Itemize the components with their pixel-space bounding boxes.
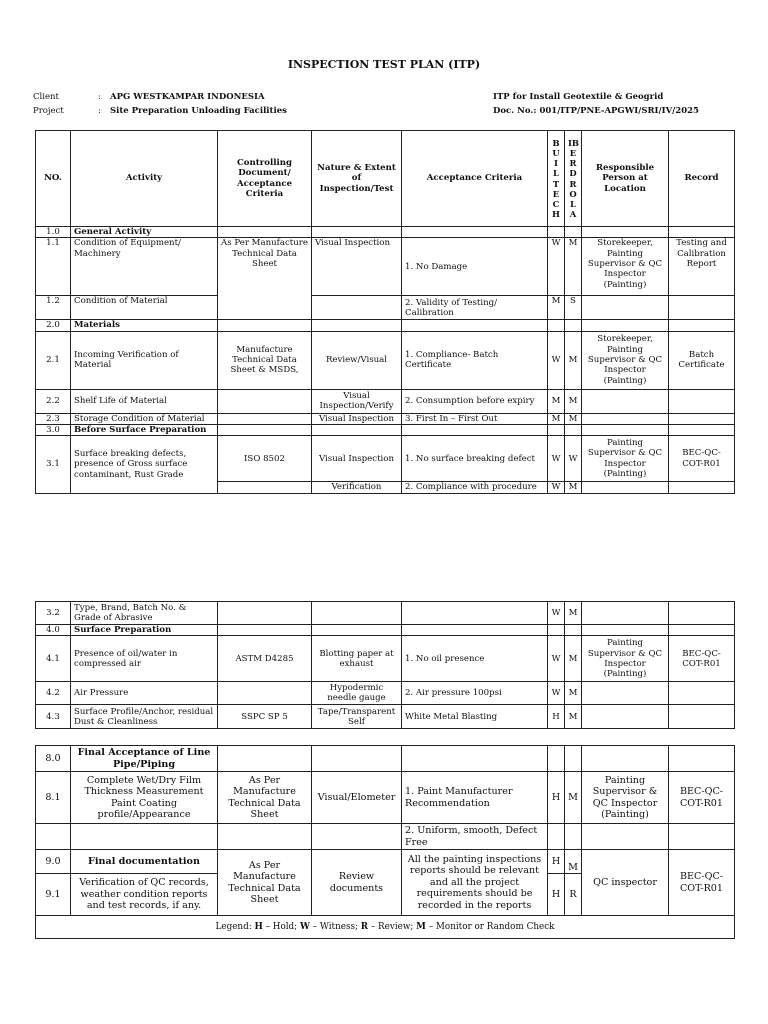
row-activity: Condition of Equipment/ Machinery <box>71 238 218 296</box>
legend-label: Legend: <box>215 921 252 932</box>
row-no: 9.1 <box>36 874 71 916</box>
row-nature: Verification <box>312 482 402 493</box>
row-record: BEC-QC-COT-R01 <box>669 636 735 682</box>
row-iberdrola-code: M <box>565 413 582 424</box>
legend-code: M <box>416 921 426 932</box>
row-builtech-code: W <box>548 436 565 482</box>
row-builtech-code: M <box>548 413 565 424</box>
row-responsible: QC inspector <box>582 850 669 916</box>
legend-row <box>36 916 735 939</box>
row-builtech-code: W <box>548 682 565 705</box>
row-no: 4.1 <box>36 636 71 682</box>
row-controlling-document: As Per Manufacture Technical Data Sheet <box>218 238 312 320</box>
table-row <box>36 746 735 772</box>
project-label: Project <box>33 106 64 116</box>
client-label: Client <box>33 92 59 102</box>
iberdrola-letter: E <box>569 148 577 159</box>
row-activity: Type, Brand, Batch No. & Grade of Abrasive <box>71 602 218 625</box>
header-builtech <box>548 131 565 227</box>
row-record: Testing and Calibration Report <box>669 238 735 296</box>
row-builtech-code: W <box>548 331 565 389</box>
table-row <box>36 850 735 874</box>
row-no: 2.1 <box>36 331 71 389</box>
table-row <box>36 227 735 238</box>
project-colon: : <box>98 106 101 116</box>
legend-text: – Hold; <box>262 921 298 932</box>
header-row <box>36 131 735 227</box>
builtech-letter: U <box>552 148 560 159</box>
row-controlling-document: ISO 8502 <box>218 436 312 482</box>
row-criteria: 1. No oil presence <box>402 636 548 682</box>
row-activity: Incoming Verification of Material <box>71 331 218 389</box>
row-controlling-document: ASTM D4285 <box>218 636 312 682</box>
row-record: BEC-QC-COT-R01 <box>669 772 735 824</box>
row-nature: Visual Inspection <box>312 413 402 424</box>
row-iberdrola-code: M <box>565 772 582 824</box>
row-iberdrola-code: M <box>565 482 582 493</box>
row-criteria: 1. No Damage <box>402 238 548 296</box>
builtech-letter: I <box>554 158 558 169</box>
iberdrola-letter: R <box>569 178 577 189</box>
row-criteria: 2. Consumption before expiry <box>402 389 548 413</box>
row-iberdrola-code: M <box>565 636 582 682</box>
header-acceptance-criteria: Acceptance Criteria <box>402 131 548 227</box>
row-no: 1.0 <box>36 227 71 238</box>
row-builtech-code: W <box>548 636 565 682</box>
row-criteria: 1. Paint Manufacturer Recommendation <box>402 772 548 824</box>
row-builtech-code: H <box>548 850 565 874</box>
row-responsible: Painting Supervisor & QC Inspector (Painting) <box>582 636 669 682</box>
row-builtech-code: W <box>548 238 565 296</box>
row-record: Batch Certificate <box>669 331 735 389</box>
iberdrola-letter: L <box>570 198 576 209</box>
legend-text: – Review; <box>368 921 414 932</box>
table-row <box>36 682 735 705</box>
row-no: 2.0 <box>36 320 71 331</box>
row-iberdrola-code: M <box>565 389 582 413</box>
table-row <box>36 331 735 389</box>
row-iberdrola-code: R <box>565 874 582 916</box>
row-no: 9.0 <box>36 850 71 874</box>
header-nature-extent: Nature & Extent of Inspection/Test <box>312 131 402 227</box>
row-nature: Hypodermic needle gauge <box>312 682 402 705</box>
row-controlling-document: As Per Manufacture Technical Data Sheet <box>218 850 312 916</box>
table-row <box>36 413 735 424</box>
row-nature: Blotting paper at exhaust <box>312 636 402 682</box>
row-no: 4.2 <box>36 682 71 705</box>
row-responsible: Storekeeper, Painting Supervisor & QC Inspector (Painting) <box>582 238 669 296</box>
row-builtech-code: H <box>548 772 565 824</box>
row-iberdrola-code: M <box>565 682 582 705</box>
row-activity: Condition of Material <box>71 296 218 320</box>
row-nature: Review/Visual <box>312 331 402 389</box>
table-row <box>36 389 735 413</box>
row-builtech-code: W <box>548 602 565 625</box>
table-row <box>36 296 735 320</box>
row-responsible: Painting Supervisor & QC Inspector (Painting) <box>582 772 669 824</box>
header-iberdrola <box>565 131 582 227</box>
row-no: 3.2 <box>36 602 71 625</box>
row-builtech-code: H <box>548 705 565 729</box>
row-criteria: 1. Compliance- Batch Certificate <box>402 331 548 389</box>
row-criteria: 2. Uniform, smooth, Defect Free <box>402 824 548 850</box>
row-no: 2.3 <box>36 413 71 424</box>
legend-code: H <box>254 921 263 932</box>
iberdrola-letter: D <box>569 168 577 179</box>
row-iberdrola-code: M <box>565 238 582 296</box>
row-activity: Storage Condition of Material <box>71 413 218 424</box>
header-no: NO. <box>36 131 71 227</box>
row-activity: Shelf Life of Material <box>71 389 218 413</box>
row-criteria: 2. Validity of Testing/ Calibration <box>402 296 548 320</box>
row-responsible: Storekeeper, Painting Supervisor & QC Inspector (Painting) <box>582 331 669 389</box>
table-row <box>36 238 735 296</box>
page-title: INSPECTION TEST PLAN (ITP) <box>287 58 481 71</box>
table-row <box>36 705 735 729</box>
builtech-letter: L <box>553 168 559 179</box>
row-activity: Presence of oil/water in compressed air <box>71 636 218 682</box>
row-no: 3.0 <box>36 424 71 435</box>
iberdrola-letter: IB <box>568 138 579 149</box>
row-builtech-code: H <box>548 874 565 916</box>
row-activity: Complete Wet/Dry Film Thickness Measurement Paint Coating profile/Appearance <box>71 772 218 824</box>
builtech-letter: B <box>552 138 560 149</box>
row-criteria: 2. Air pressure 100psi <box>402 682 548 705</box>
row-no: 8.1 <box>36 772 71 824</box>
row-nature: Visual/Elometer <box>312 772 402 824</box>
row-criteria: White Metal Blasting <box>402 705 548 729</box>
row-iberdrola-code: M <box>565 331 582 389</box>
table-row <box>36 320 735 331</box>
row-no: 4.3 <box>36 705 71 729</box>
itp-table-2 <box>35 601 735 729</box>
itp-for: ITP for Install Geotextile & Geogrid <box>493 92 664 102</box>
row-controlling-document: SSPC SP 5 <box>218 705 312 729</box>
row-nature: Review documents <box>312 850 402 916</box>
row-activity: Surface breaking defects, presence of Gross surface contaminant, Rust Grade <box>71 436 218 493</box>
row-criteria: 2. Compliance with procedure <box>402 482 548 493</box>
row-criteria: 3. First In – First Out <box>402 413 548 424</box>
legend-code: R <box>360 921 369 932</box>
builtech-letter: C <box>552 198 560 209</box>
legend-text: – Monitor or Random Check <box>425 921 555 932</box>
row-criteria: All the painting inspections reports should be relevant and all the project requirements should be recorded in the reports <box>402 850 548 916</box>
row-criteria: 1. No surface breaking defect <box>402 436 548 482</box>
table-row <box>36 772 735 824</box>
row-responsible: Painting Supervisor & QC Inspector (Painting) <box>582 436 669 482</box>
section-heading: Surface Preparation <box>71 625 218 636</box>
row-nature: Visual Inspection <box>312 436 402 482</box>
row-activity: Air Pressure <box>71 682 218 705</box>
row-record: BEC-QC-COT-R01 <box>669 436 735 482</box>
client-value: APG WESTKAMPAR INDONESIA <box>110 92 265 102</box>
table-row <box>36 636 735 682</box>
row-builtech-code: M <box>548 389 565 413</box>
client-colon: : <box>98 92 101 102</box>
row-builtech-code: M <box>548 296 565 320</box>
row-nature: Visual Inspection <box>312 238 402 296</box>
row-iberdrola-code: S <box>565 296 582 320</box>
row-no: 2.2 <box>36 389 71 413</box>
builtech-letter: E <box>552 188 560 199</box>
doc-number: Doc. No.: 001/ITP/PNE-APGWI/SRI/IV/2025 <box>493 106 699 116</box>
row-no: 1.1 <box>36 238 71 296</box>
row-nature: Visual Inspection/Verify <box>312 389 402 413</box>
row-builtech-code: W <box>548 482 565 493</box>
header-responsible-person: Responsible Person at Location <box>582 131 669 227</box>
row-iberdrola-code: W <box>565 436 582 482</box>
row-no: 8.0 <box>36 746 71 772</box>
row-activity: Surface Profile/Anchor, residual Dust & Cleanliness <box>71 705 218 729</box>
section-heading: Before Surface Preparation <box>71 424 218 435</box>
header-record: Record <box>669 131 735 227</box>
row-nature: Tape/Transparent Self <box>312 705 402 729</box>
section-heading: Final documentation <box>71 850 218 874</box>
legend-code: W <box>299 921 310 932</box>
row-iberdrola-code: M <box>565 602 582 625</box>
header-controlling-document: Controlling Document/ Acceptance Criteria <box>218 131 312 227</box>
table-row <box>36 602 735 625</box>
iberdrola-letter: R <box>569 158 577 169</box>
table-row <box>36 436 735 482</box>
row-record: BEC-QC-COT-R01 <box>669 850 735 916</box>
row-controlling-document: As Per Manufacture Technical Data Sheet <box>218 772 312 824</box>
legend <box>36 916 735 939</box>
table-row <box>36 424 735 435</box>
header-activity: Activity <box>71 131 218 227</box>
row-no: 1.2 <box>36 296 71 320</box>
iberdrola-letter: O <box>569 188 577 199</box>
row-no: 3.1 <box>36 436 71 493</box>
section-heading: General Activity <box>71 227 218 238</box>
table-row <box>36 625 735 636</box>
row-iberdrola-code: M <box>565 705 582 729</box>
row-no: 4.0 <box>36 625 71 636</box>
table-row <box>36 824 735 850</box>
row-controlling-document: Manufacture Technical Data Sheet & MSDS, <box>218 331 312 389</box>
row-iberdrola-code: M <box>565 850 582 874</box>
section-heading: Materials <box>71 320 218 331</box>
iberdrola-letter: A <box>569 208 577 219</box>
itp-table-3 <box>35 745 735 939</box>
row-activity: Verification of QC records, weather condition reports and test records, if any. <box>71 874 218 916</box>
project-value: Site Preparation Unloading Facilities <box>110 106 287 116</box>
legend-text: – Witness; <box>309 921 358 932</box>
builtech-letter: H <box>552 208 560 219</box>
itp-table-1 <box>35 130 735 494</box>
builtech-letter: T <box>552 178 560 189</box>
section-heading: Final Acceptance of Line Pipe/Piping <box>71 746 218 772</box>
